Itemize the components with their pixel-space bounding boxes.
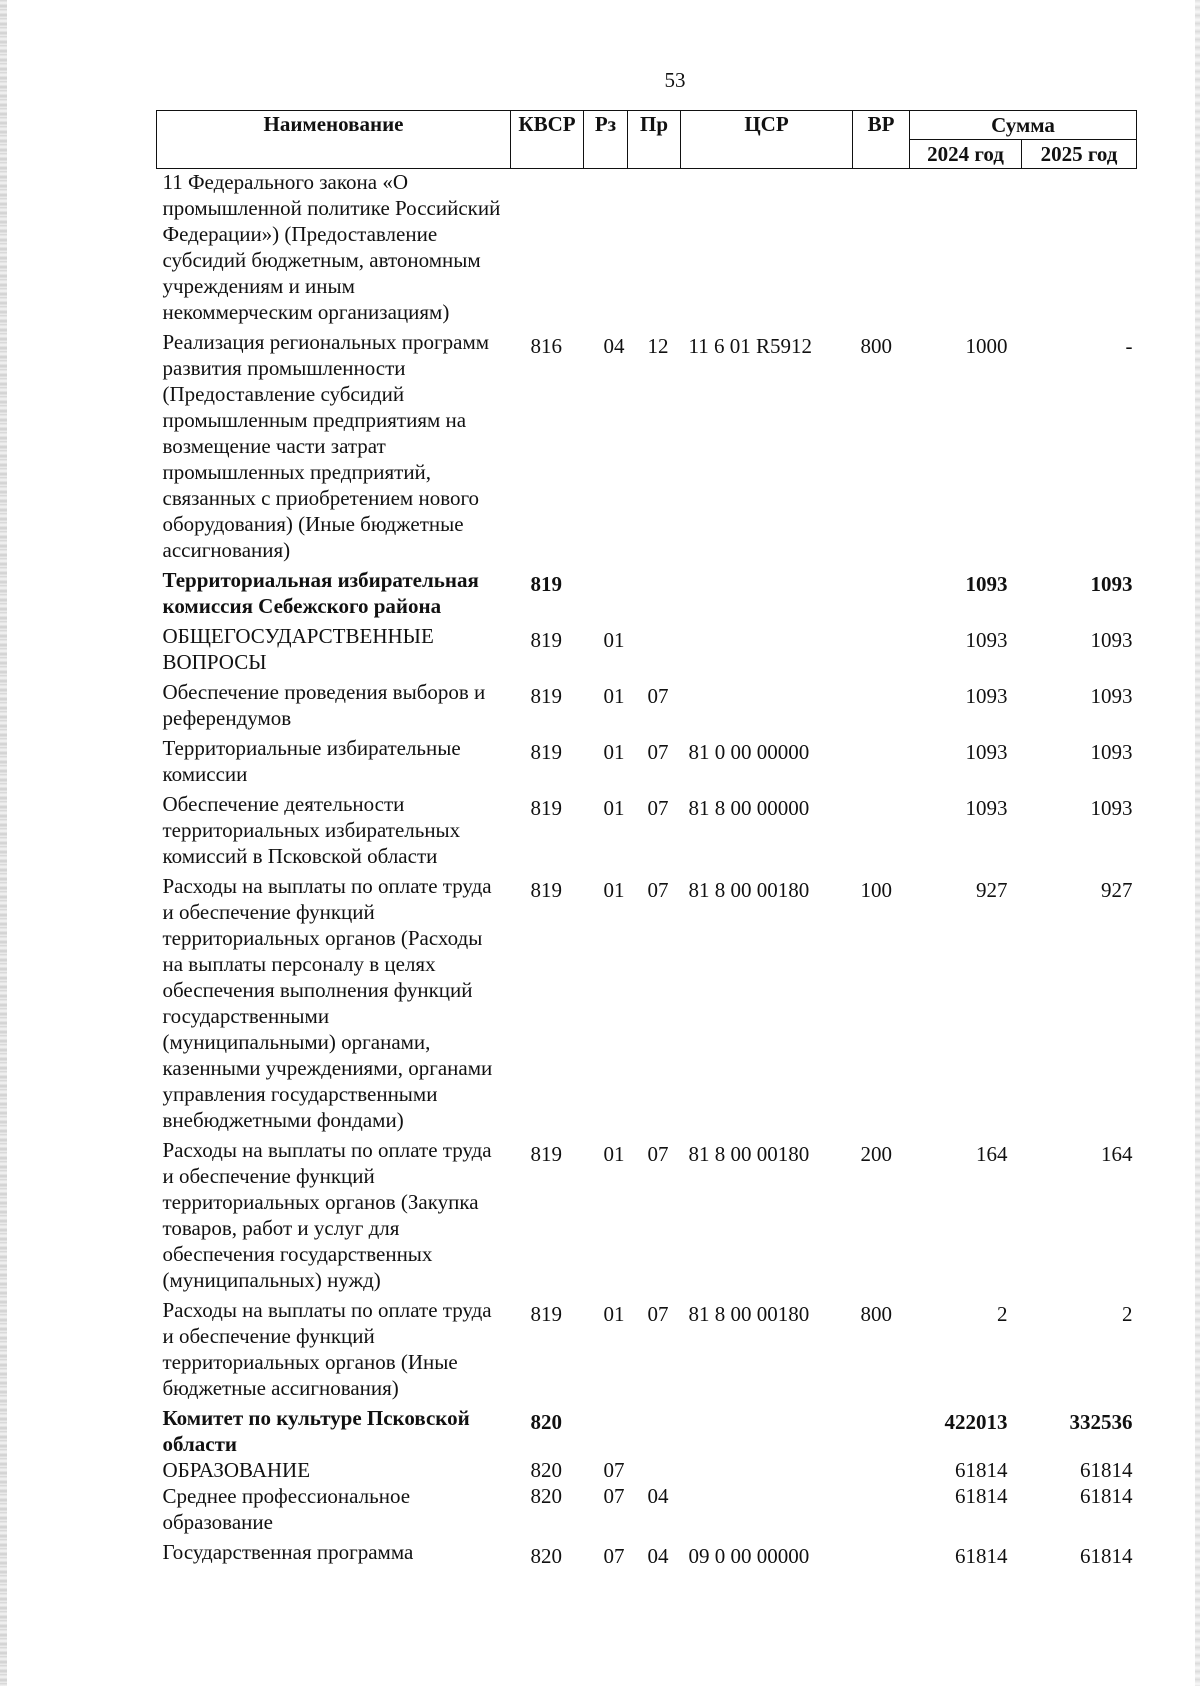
cell-name: Расходы на выплаты по оплате труда и обеспечение функций территориальных органов (Закупка товаров, работ и услуг для обеспечения государственных (муниципальных) нужд) — [162, 1138, 492, 1292]
cell-csr — [681, 169, 853, 326]
cell-2024: 422013 — [944, 1410, 1008, 1434]
budget-table — [156, 110, 1137, 1569]
cell-vr — [853, 675, 910, 731]
cell-2025: 1093 — [1090, 628, 1133, 652]
cell-csr — [681, 1483, 853, 1535]
cell-vr: 200 — [860, 1142, 892, 1166]
cell-2025: 1093 — [1090, 740, 1133, 764]
cell-rz: 01 — [603, 628, 625, 652]
page-number: 53 — [664, 68, 686, 92]
table-body — [157, 169, 1137, 1570]
cell-2024: 164 — [976, 1142, 1008, 1166]
cell-rz: 04 — [603, 334, 625, 358]
table-row — [157, 787, 1137, 869]
table-row — [157, 1457, 1137, 1483]
cell-pr: 07 — [647, 740, 669, 764]
cell-pr: 07 — [647, 796, 669, 820]
scan-edge-left — [0, 0, 7, 1686]
cell-2025: 61814 — [1080, 1484, 1133, 1508]
cell-kvsr: 819 — [530, 740, 562, 764]
cell-rz: 01 — [603, 1302, 625, 1326]
cell-vr — [853, 563, 910, 619]
cell-2025: 332536 — [1069, 1410, 1133, 1434]
cell-2024: 1093 — [965, 572, 1008, 596]
cell-vr: 800 — [860, 1302, 892, 1326]
cell-2025: 61814 — [1080, 1544, 1133, 1568]
cell-2025: 2 — [1122, 1302, 1133, 1326]
cell-name: 11 Федерального закона «О промышленной политике Российский Федерации») (Предоставление субсидий бюджетным, автономным учреждениям и иным некоммерческим организациям) — [162, 170, 501, 324]
cell-kvsr: 816 — [530, 334, 562, 358]
cell-name: Реализация региональных программ развития промышленности (Предоставление субсидий промышленным предприятиям на возмещение части затрат промышленных предприятий, связанных с приобретением нового оборудования) (Иные бюджетные ассигнования) — [162, 330, 490, 562]
cell-rz: 01 — [603, 796, 625, 820]
cell-name: ОБЩЕГОСУДАРСТВЕННЫЕ ВОПРОСЫ — [162, 624, 434, 674]
header-csr: ЦСР — [681, 111, 853, 169]
cell-vr: 100 — [860, 878, 892, 902]
header-year-2024: 2024 год — [910, 140, 1022, 169]
cell-2024: 927 — [976, 878, 1008, 902]
cell-2024: 2 — [997, 1302, 1008, 1326]
cell-vr — [853, 1457, 910, 1483]
cell-2025: 61814 — [1080, 1458, 1133, 1482]
cell-rz: 01 — [603, 1142, 625, 1166]
table-row — [157, 869, 1137, 1133]
cell-rz — [584, 1401, 628, 1457]
cell-pr — [628, 1457, 681, 1483]
cell-2025: 927 — [1101, 878, 1133, 902]
cell-vr — [853, 1401, 910, 1457]
cell-2024: 61814 — [955, 1458, 1008, 1482]
cell-pr: 07 — [647, 684, 669, 708]
cell-name: Государственная программа — [162, 1540, 414, 1564]
cell-pr — [628, 563, 681, 619]
cell-rz: 01 — [603, 684, 625, 708]
cell-pr: 07 — [647, 1142, 669, 1166]
cell-2024: 1093 — [965, 628, 1008, 652]
cell-rz: 01 — [603, 878, 625, 902]
cell-csr: 81 8 00 00180 — [688, 1142, 810, 1166]
table-row — [157, 169, 1137, 326]
cell-csr: 81 0 00 00000 — [688, 740, 810, 764]
header-rz: Рз — [584, 111, 628, 169]
cell-csr — [681, 675, 853, 731]
table-row — [157, 731, 1137, 787]
cell-csr: 81 8 00 00000 — [688, 796, 810, 820]
cell-pr: 04 — [647, 1484, 669, 1508]
cell-csr: 81 8 00 00180 — [688, 878, 810, 902]
cell-2024: 61814 — [955, 1544, 1008, 1568]
table-row — [157, 619, 1137, 675]
cell-vr — [853, 787, 910, 869]
cell-kvsr: 820 — [530, 1458, 562, 1482]
cell-csr — [681, 1457, 853, 1483]
cell-vr — [853, 619, 910, 675]
cell-2024: 61814 — [955, 1484, 1008, 1508]
cell-name: Расходы на выплаты по оплате труда и обеспечение функций территориальных органов (Расходы на выплаты персоналу в целях обеспечения выполнения функций государственными (муниципальными) органами, казенными учреждениями, органами управления государственными внебюджетными фондами) — [162, 874, 493, 1132]
cell-2024: 1093 — [965, 796, 1008, 820]
table-row — [157, 1133, 1137, 1293]
cell-pr: 07 — [647, 1302, 669, 1326]
cell-rz: 07 — [603, 1458, 625, 1482]
cell-2025: 164 — [1101, 1142, 1133, 1166]
cell-pr — [628, 169, 681, 326]
cell-kvsr: 820 — [530, 1410, 562, 1434]
cell-kvsr: 819 — [530, 1142, 562, 1166]
cell-2024: 1000 — [965, 334, 1008, 358]
cell-kvsr: 820 — [530, 1544, 562, 1568]
cell-2024: 1093 — [965, 684, 1008, 708]
cell-kvsr: 819 — [530, 572, 562, 596]
cell-csr: 09 0 00 00000 — [688, 1544, 810, 1568]
cell-name: Обеспечение деятельности территориальных избирательных комиссий в Псковской области — [162, 792, 461, 868]
cell-csr — [681, 1401, 853, 1457]
cell-pr — [628, 1401, 681, 1457]
cell-2025 — [1022, 169, 1137, 326]
table-row — [157, 1401, 1137, 1457]
cell-2025: 1093 — [1090, 572, 1133, 596]
table-row — [157, 675, 1137, 731]
header-sum: Сумма — [910, 111, 1137, 140]
table-header — [157, 111, 1137, 169]
cell-rz — [584, 563, 628, 619]
cell-name: Территориальная избирательная комиссия Себежского района — [162, 568, 479, 618]
cell-kvsr: 820 — [530, 1484, 562, 1508]
cell-pr: 12 — [647, 334, 669, 358]
cell-vr — [853, 1483, 910, 1535]
cell-rz: 01 — [603, 740, 625, 764]
table-row — [157, 325, 1137, 563]
cell-kvsr: 819 — [530, 628, 562, 652]
cell-kvsr: 819 — [530, 684, 562, 708]
table-row — [157, 1535, 1137, 1569]
cell-2024: 1093 — [965, 740, 1008, 764]
cell-name: Среднее профессиональное образование — [162, 1484, 411, 1534]
cell-vr — [853, 731, 910, 787]
table-row — [157, 563, 1137, 619]
cell-kvsr — [511, 169, 584, 326]
cell-2024 — [910, 169, 1022, 326]
header-vr: ВР — [853, 111, 910, 169]
cell-rz: 07 — [603, 1544, 625, 1568]
header-name: Наименование — [157, 111, 511, 169]
cell-pr — [628, 619, 681, 675]
cell-csr — [681, 563, 853, 619]
cell-csr: 81 8 00 00180 — [688, 1302, 810, 1326]
cell-name: Комитет по культуре Псковской области — [162, 1406, 470, 1456]
table-row — [157, 1483, 1137, 1535]
header-kvsr: КВСР — [511, 111, 584, 169]
cell-csr: 11 6 01 R5912 — [688, 334, 812, 358]
cell-pr: 04 — [647, 1544, 669, 1568]
cell-csr — [681, 619, 853, 675]
cell-kvsr: 819 — [530, 1302, 562, 1326]
cell-rz — [584, 169, 628, 326]
cell-2025: 1093 — [1090, 684, 1133, 708]
cell-kvsr: 819 — [530, 796, 562, 820]
cell-pr: 07 — [647, 878, 669, 902]
scan-edge-right — [1195, 0, 1200, 1686]
cell-name: Расходы на выплаты по оплате труда и обеспечение функций территориальных органов (Иные бюджетные ассигнования) — [162, 1298, 492, 1400]
cell-2025: - — [1125, 334, 1133, 358]
cell-2025: 1093 — [1090, 796, 1133, 820]
cell-name: ОБРАЗОВАНИЕ — [162, 1458, 311, 1482]
table-row — [157, 1293, 1137, 1401]
cell-rz: 07 — [603, 1484, 625, 1508]
header-year-2025: 2025 год — [1022, 140, 1137, 169]
header-pr: Пр — [628, 111, 681, 169]
cell-vr — [853, 169, 910, 326]
cell-vr: 800 — [860, 334, 892, 358]
cell-name: Территориальные избирательные комиссии — [162, 736, 461, 786]
cell-kvsr: 819 — [530, 878, 562, 902]
cell-name: Обеспечение проведения выборов и референдумов — [162, 680, 486, 730]
cell-vr — [853, 1535, 910, 1569]
